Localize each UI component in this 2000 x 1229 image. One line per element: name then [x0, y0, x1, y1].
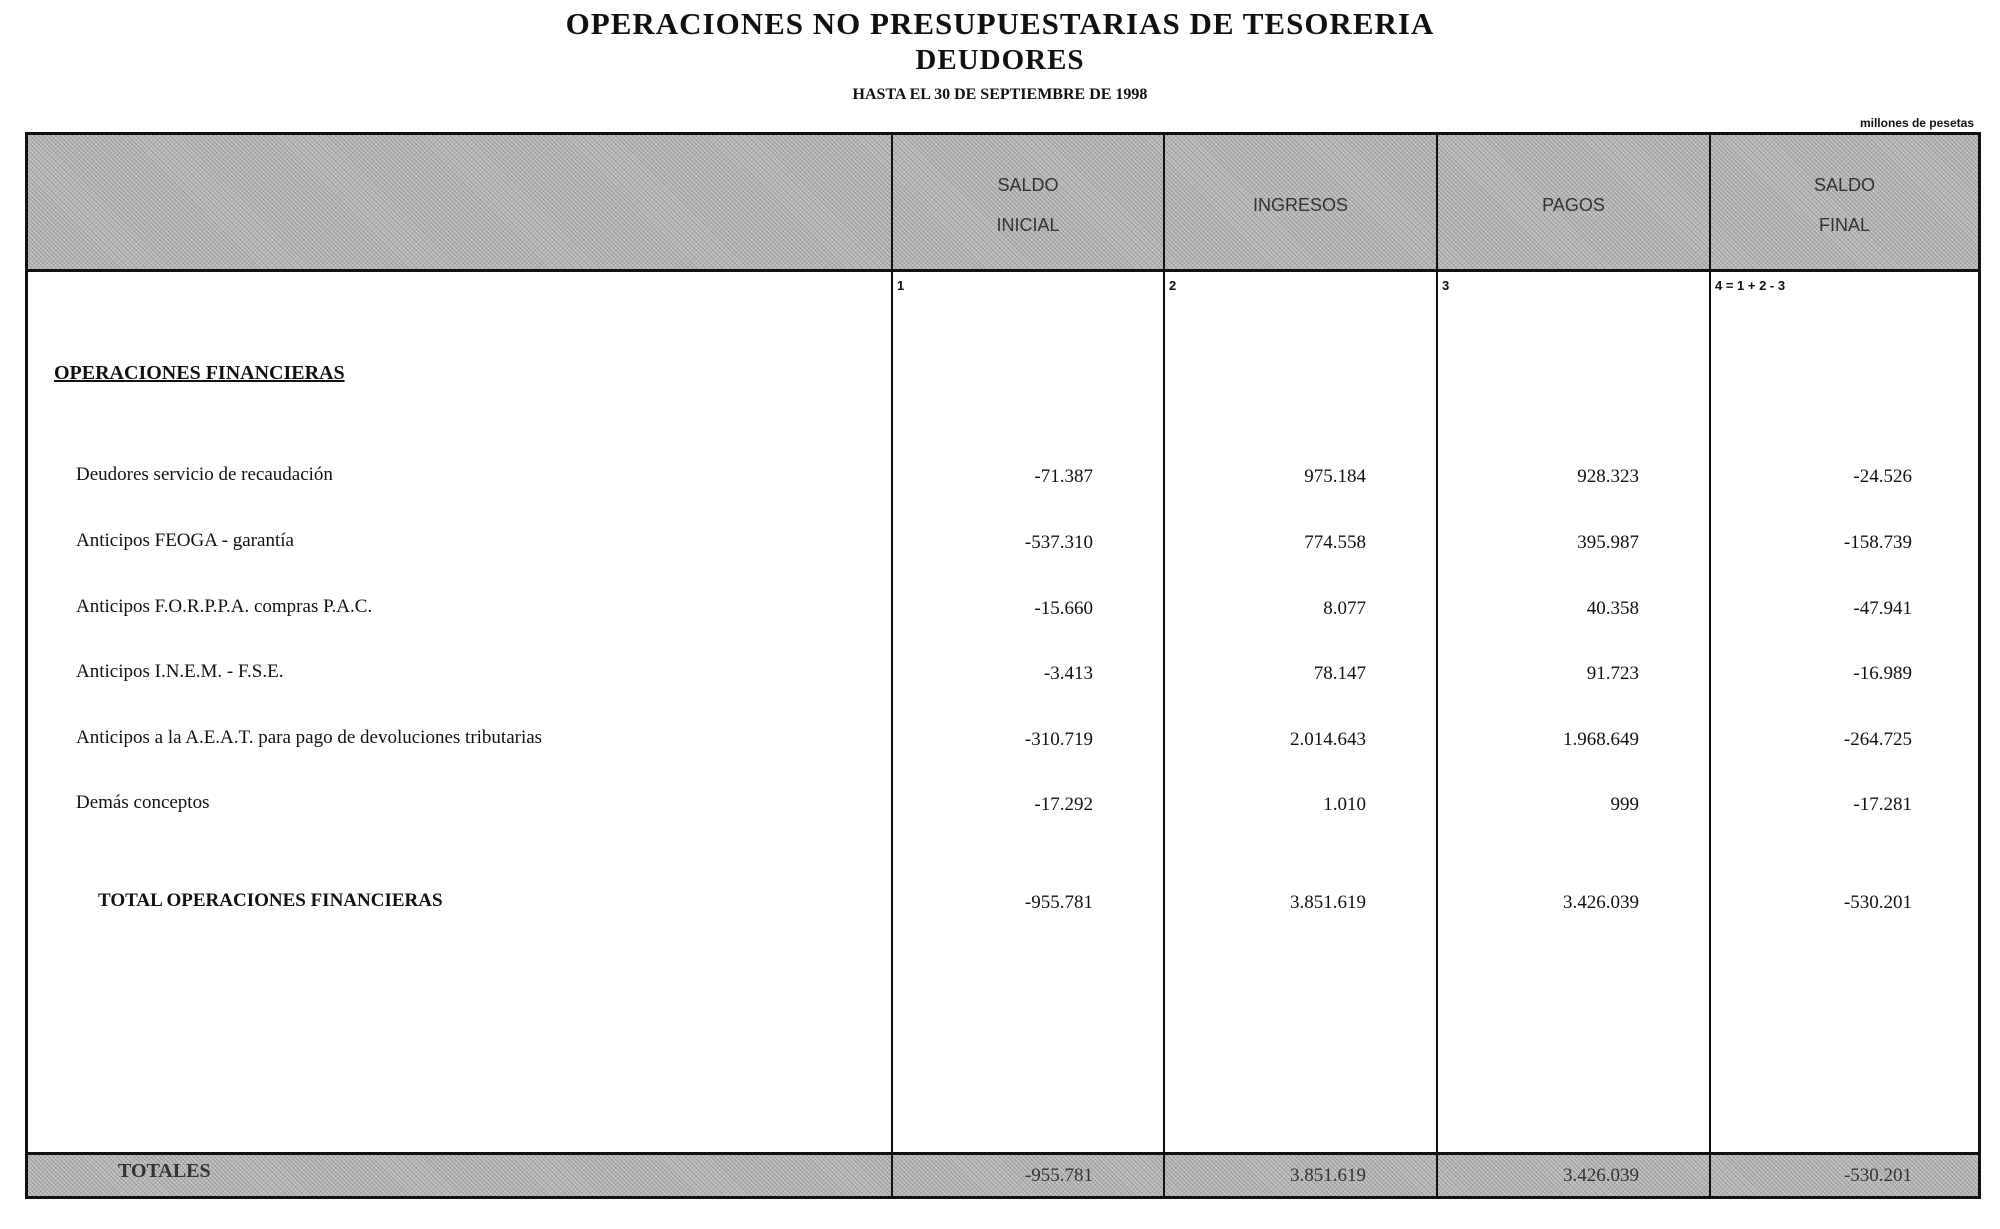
row-label: Anticipos a la A.E.A.T. para pago de devoluciones tributarias: [76, 727, 543, 748]
cell-pagos: 928.323: [1577, 466, 1639, 487]
column-header-line: INGRESOS: [1252, 195, 1349, 215]
cell-ingresos: 975.184: [1304, 466, 1366, 487]
cell-saldo-final: -530.201: [1843, 1165, 1912, 1186]
cell-pagos: 1.968.649: [1563, 729, 1639, 750]
cell-saldo-final: -47.941: [1853, 598, 1912, 619]
column-number: 2: [1169, 278, 1177, 293]
cell-saldo-inicial: -15.660: [1034, 598, 1093, 619]
cell-ingresos: 2.014.643: [1290, 729, 1366, 750]
cell-ingresos: 1.010: [1323, 794, 1366, 815]
cell-saldo-inicial: -955.781: [1024, 892, 1093, 913]
row-label: Demás conceptos: [76, 792, 210, 813]
cell-saldo-final: -264.725: [1843, 729, 1912, 750]
column-header-line: PAGOS: [1542, 195, 1605, 215]
column-header-line: SALDO: [997, 175, 1059, 195]
cell-saldo-inicial: -3.413: [1043, 663, 1093, 684]
column-header-saldo-inicial: [893, 165, 1163, 245]
section-total-label: TOTAL OPERACIONES FINANCIERAS: [98, 890, 443, 911]
cell-saldo-inicial: -310.719: [1024, 729, 1093, 750]
column-divider: [1436, 132, 1438, 1199]
cell-saldo-inicial: -955.781: [1024, 1165, 1093, 1186]
column-divider: [1709, 132, 1711, 1199]
column-number: 4 = 1 + 2 - 3: [1715, 278, 1786, 293]
row-label: Deudores servicio de recaudación: [76, 464, 333, 485]
cell-saldo-inicial: -71.387: [1034, 466, 1093, 487]
cell-pagos: 999: [1610, 794, 1639, 815]
row-label: Anticipos I.N.E.M. - F.S.E.: [76, 661, 284, 682]
report-subtitle: DEUDORES: [915, 44, 1085, 76]
row-label: Anticipos F.O.R.P.P.A. compras P.A.C.: [76, 596, 373, 617]
cell-saldo-inicial: -537.310: [1024, 532, 1093, 553]
cell-ingresos: 3.851.619: [1290, 1165, 1366, 1186]
cell-saldo-inicial: -17.292: [1034, 794, 1093, 815]
totals-label: TOTALES: [118, 1160, 211, 1182]
section-heading: OPERACIONES FINANCIERAS: [54, 362, 345, 384]
column-header-line: FINAL: [1818, 215, 1870, 235]
row-label: Anticipos FEOGA - garantía: [76, 530, 294, 551]
cell-saldo-final: -158.739: [1843, 532, 1912, 553]
units-note: millones de pesetas: [1859, 116, 1974, 130]
column-header-saldo-final: [1711, 165, 1978, 245]
cell-saldo-final: -530.201: [1843, 892, 1912, 913]
column-number: 1: [897, 278, 905, 293]
cell-saldo-final: -24.526: [1853, 466, 1912, 487]
column-header-ingresos: [1165, 165, 1436, 245]
cell-pagos: 3.426.039: [1563, 1165, 1639, 1186]
cell-ingresos: 774.558: [1304, 532, 1366, 553]
column-divider: [1163, 132, 1165, 1199]
column-header-line: SALDO: [1813, 175, 1876, 195]
cell-saldo-final: -17.281: [1853, 794, 1912, 815]
cell-ingresos: 78.147: [1313, 663, 1366, 684]
cell-pagos: 40.358: [1586, 598, 1639, 619]
report-period: HASTA EL 30 DE SEPTIEMBRE DE 1998: [852, 86, 1148, 103]
header-divider: [25, 269, 1981, 272]
cell-pagos: 3.426.039: [1563, 892, 1639, 913]
cell-pagos: 91.723: [1586, 663, 1639, 684]
column-header-pagos: [1438, 165, 1709, 245]
column-number: 3: [1442, 278, 1450, 293]
cell-ingresos: 3.851.619: [1290, 892, 1366, 913]
cell-ingresos: 8.077: [1323, 598, 1366, 619]
cell-pagos: 395.987: [1577, 532, 1639, 553]
report-title: OPERACIONES NO PRESUPUESTARIAS DE TESORERIA: [565, 6, 1435, 41]
totals-divider: [25, 1152, 1981, 1155]
cell-saldo-final: -16.989: [1853, 663, 1912, 684]
column-header-line: INICIAL: [996, 215, 1060, 235]
